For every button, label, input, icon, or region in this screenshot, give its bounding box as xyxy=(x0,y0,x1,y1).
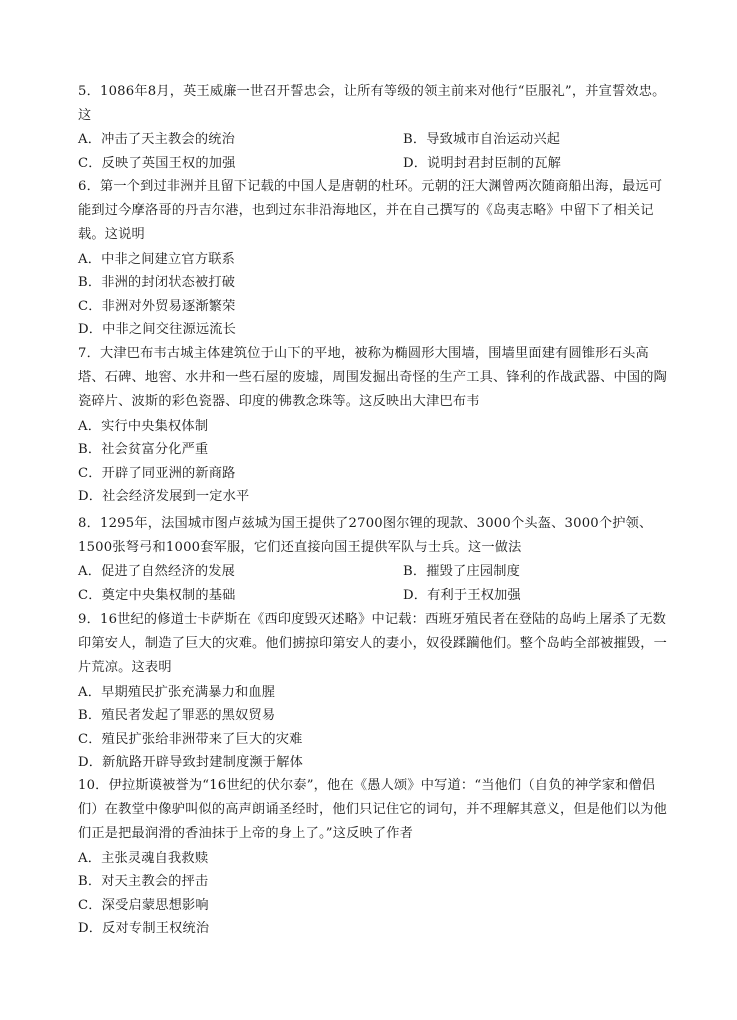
question-9 xyxy=(78,608,668,775)
question-5 xyxy=(78,80,668,176)
question-10-option-b[interactable]: B．对天主教会的抨击 xyxy=(78,874,209,890)
question-6-stem: 6．第一个到过非洲并且留下记载的中国人是唐朝的杜环。元朝的汪大渊曾两次随商船出海，最远可能到过今摩洛哥的丹吉尔港，也到过东非沿海地区，并在自己撰写的《岛夷志略》中留下了相关记载。这说明 xyxy=(78,179,663,243)
question-7-option-c[interactable]: C．开辟了同亚洲的新商路 xyxy=(78,465,236,481)
question-8-option-c[interactable]: C．奠定中央集权制的基础 xyxy=(78,588,236,603)
question-6-option-d[interactable]: D．中非之间交往源远流长 xyxy=(78,322,237,338)
question-6-option-b[interactable]: B．非洲的封闭状态被打破 xyxy=(78,275,236,291)
question-5-option-d[interactable]: D．说明封君封臣制的瓦解 xyxy=(403,156,562,171)
question-9-option-a[interactable]: A．早期殖民扩张充满暴力和血腥 xyxy=(78,684,276,700)
question-8-option-b[interactable]: B．摧毁了庄园制度 xyxy=(403,564,520,580)
question-5-stem: 5．1086年8月，英王威廉一世召开誓忠会，让所有等级的领主前来对他行“臣服礼”，并宣誓效忠。这 xyxy=(78,84,666,124)
question-7-stem: 7．大津巴布韦古城主体建筑位于山下的平地，被称为椭圆形大围墙，围墙里面建有圆锥形石头高塔、石碑、地窖、水井和一些石屋的废墟，周围发掘出奇怪的生产工具、锋利的作战武器、中国的陶瓷碎片、波斯的彩色瓷器、印度的佛教念珠等。这反映出大津巴布韦 xyxy=(78,346,668,410)
question-5-option-c[interactable]: C．反映了英国王权的加强 xyxy=(78,156,236,171)
question-5-option-b[interactable]: B．导致城市自治运动兴起 xyxy=(403,132,561,148)
question-8-option-d[interactable]: D．有利于王权加强 xyxy=(403,588,521,603)
question-5-options xyxy=(78,128,668,175)
question-10-option-d[interactable]: D．反对专制王权统治 xyxy=(78,921,210,937)
question-9-option-d[interactable]: D．新航路开辟导致封建制度濒于解体 xyxy=(78,755,303,771)
question-6-options xyxy=(78,248,668,342)
question-6-option-c[interactable]: C．非洲对外贸易逐渐繁荣 xyxy=(78,298,236,314)
question-8 xyxy=(78,512,668,608)
question-6 xyxy=(78,175,668,342)
question-8-options xyxy=(78,560,668,607)
question-7 xyxy=(78,342,668,509)
question-7-option-b[interactable]: B．社会贫富分化严重 xyxy=(78,442,209,458)
question-10-stem: 10．伊拉斯谟被誉为“16世纪的伏尔泰”，他在《愚人颂》中写道：“当他们（自负的神学家和僧侣们）在教堂中像驴叫似的高声朗诵圣经时，他们只记住它的词句，并不理解其意义，但是他们以为他们正是把最润滑的香油抹于上帝的身上了。”这反映了作者 xyxy=(78,778,668,842)
question-7-option-a[interactable]: A．实行中央集权体制 xyxy=(78,418,209,434)
question-9-option-c[interactable]: C．殖民扩张给非洲带来了巨大的灾难 xyxy=(78,731,303,747)
question-10-option-a[interactable]: A．主张灵魂自我救赎 xyxy=(78,850,209,866)
question-9-option-b[interactable]: B．殖民者发起了罪恶的黑奴贸易 xyxy=(78,708,276,724)
question-9-options xyxy=(78,681,668,775)
question-5-option-a[interactable]: A．冲击了天主教会的统治 xyxy=(78,132,235,148)
question-7-options xyxy=(78,415,668,509)
question-10-option-c[interactable]: C．深受启蒙思想影响 xyxy=(78,897,209,913)
question-10 xyxy=(78,774,668,941)
question-6-option-a[interactable]: A．中非之间建立官方联系 xyxy=(78,251,235,267)
question-8-stem: 8．1295年，法国城市图卢兹城为国王提供了2700图尔锂的现款、3000个头盔、3000个护领、1500张弩弓和1000套军服，它们还直接向国王提供军队与士兵。这一做法 xyxy=(78,516,653,556)
question-7-option-d[interactable]: D．社会经济发展到一定水平 xyxy=(78,489,250,505)
question-8-option-a[interactable]: A．促进了自然经济的发展 xyxy=(78,564,235,580)
question-10-options xyxy=(78,847,668,941)
question-9-stem: 9．16世纪的修道士卡萨斯在《西印度毁灭述略》中记载：西班牙殖民者在登陆的岛屿上屠杀了无数印第安人，制造了巨大的灾难。他们掳掠印第安人的妻小，奴役蹂躏他们。整个岛屿全部被摧毁，一片荒凉。这表明 xyxy=(78,612,668,676)
